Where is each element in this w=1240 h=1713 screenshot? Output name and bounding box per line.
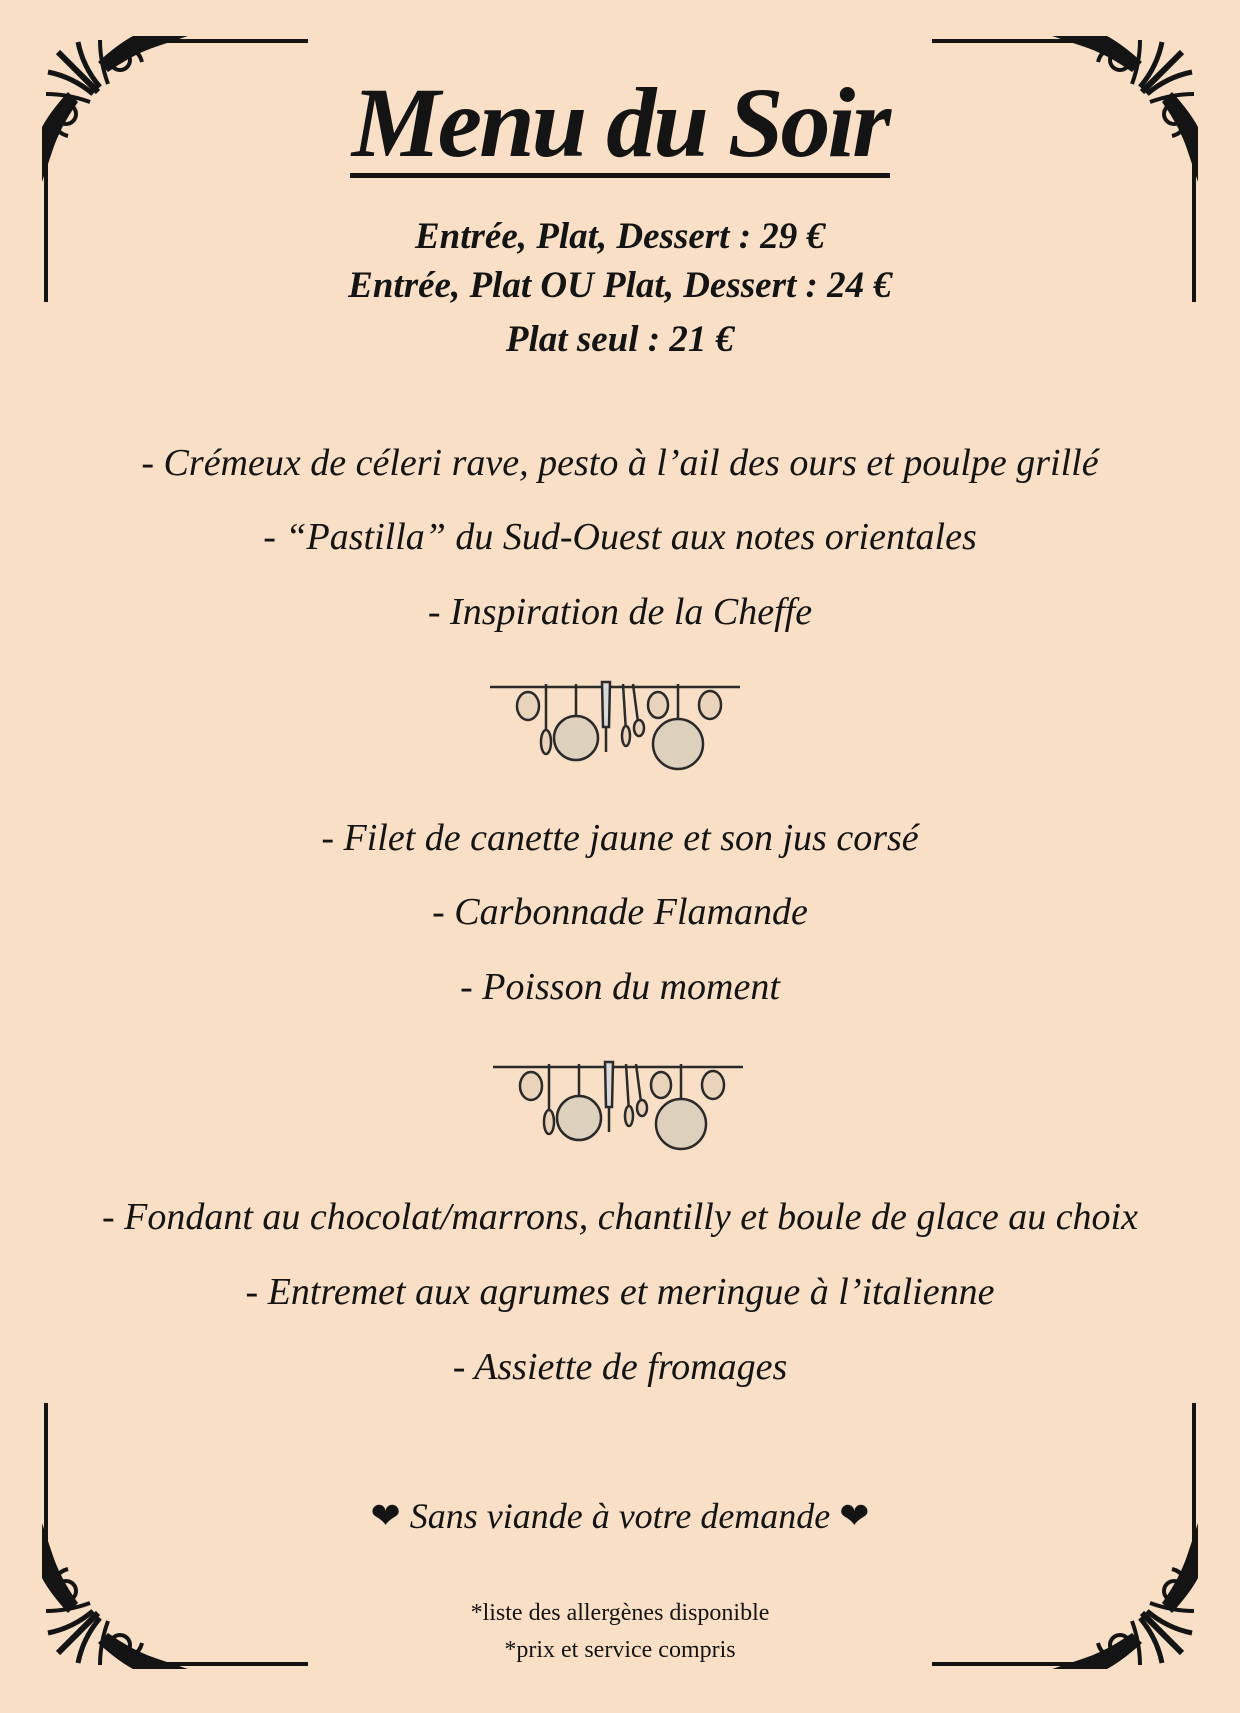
kitchen-utensils-divider-icon bbox=[488, 672, 748, 772]
main-course-item: - Carbonnade Flamande bbox=[432, 891, 808, 933]
dessert-item: - Assiette de fromages bbox=[452, 1346, 788, 1388]
starter-item: - “Pastilla” du Sud-Ouest aux notes orientales bbox=[263, 516, 977, 558]
starter-item: - Inspiration de la Cheffe bbox=[427, 591, 813, 633]
dessert-item: - Entremet aux agrumes et meringue à l’italienne bbox=[245, 1271, 995, 1313]
vegetarian-note bbox=[0, 1491, 1240, 1541]
price-line-full: Entrée, Plat, Dessert : 29 € bbox=[414, 216, 826, 257]
dessert-item: - Fondant au chocolat/marrons, chantilly et boule de glace au choix bbox=[102, 1196, 1138, 1238]
footnote-prices: *prix et service compris bbox=[504, 1637, 736, 1663]
price-line-two-courses: Entrée, Plat OU Plat, Dessert : 24 € bbox=[348, 265, 892, 306]
heart-icon: ❤ bbox=[839, 1496, 870, 1536]
main-course-item: - Poisson du moment bbox=[460, 966, 780, 1008]
price-line-main-only: Plat seul : 21 € bbox=[505, 319, 735, 360]
menu-title bbox=[0, 68, 1240, 178]
starter-item: - Crémeux de céleri rave, pesto à l’ail des ours et poulpe grillé bbox=[141, 442, 1099, 484]
vegetarian-note-text: Sans viande à votre demande bbox=[409, 1496, 831, 1536]
main-course-item: - Filet de canette jaune et son jus corsé bbox=[321, 817, 919, 859]
footnote-allergens: *liste des allergènes disponible bbox=[470, 1600, 770, 1626]
heart-icon: ❤ bbox=[370, 1496, 401, 1536]
kitchen-utensils-divider-icon bbox=[491, 1052, 751, 1152]
menu-title-text: Menu du Soir bbox=[351, 67, 889, 178]
